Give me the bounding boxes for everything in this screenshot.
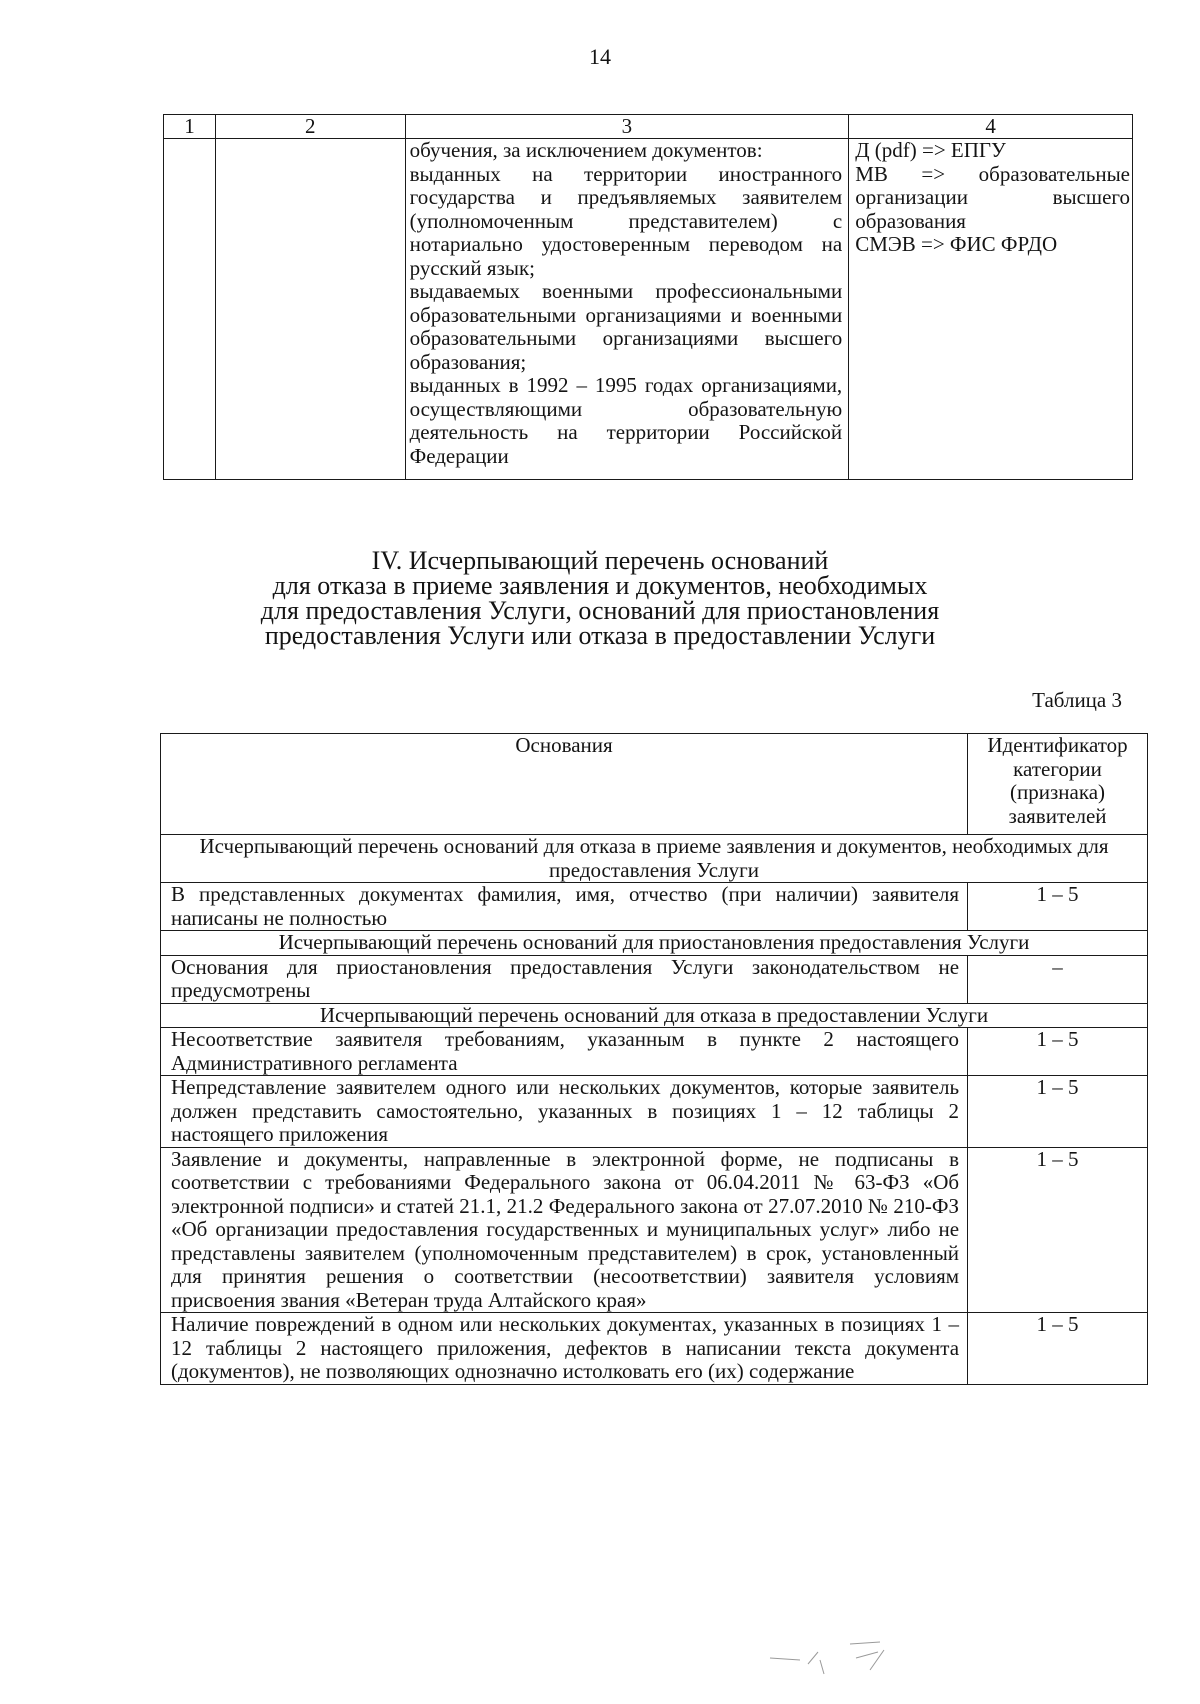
heading-line: для предоставления Услуги, оснований для приостановления: [260, 596, 940, 625]
heading-line: для отказа в приеме заявления и документов, необходимых: [272, 571, 928, 600]
ground-text: Наличие повреждений в одном или нескольких документах, указанных в позициях 1 – 12 таблицы 2 настоящего приложения, дефектов в написании текста документа (документов), не позволяющих однозначно истолковать его (их) содержание: [161, 1313, 968, 1385]
column-header: 3: [405, 115, 849, 139]
table-header-row: [161, 734, 1148, 835]
ground-text: Основания для приостановления предоставления Услуги законодательством не предусмотрены: [161, 955, 968, 1003]
section-heading: [150, 548, 1050, 648]
group-title: Исчерпывающий перечень оснований для приостановления предоставления Услуги: [161, 931, 1148, 956]
table-row: [161, 883, 1148, 931]
grounds-header: Основания: [161, 734, 968, 835]
channel-line: МВ => образовательные организации высшего образования: [855, 161, 1130, 233]
category-id: –: [968, 955, 1148, 1003]
empty-cell: [215, 139, 405, 480]
heading-line: IV. Исчерпывающий перечень оснований: [371, 546, 829, 575]
column-header: 2: [215, 115, 405, 139]
table-row: [161, 1076, 1148, 1148]
group-title: Исчерпывающий перечень оснований для отказа в предоставлении Услуги: [161, 1003, 1148, 1028]
paragraph: выдаваемых военными профессиональными образовательными организациями и военными образовательными организациями высшего образования;: [409, 279, 843, 374]
table-row: [161, 1147, 1148, 1313]
category-id: 1 – 5: [968, 883, 1148, 931]
group-header-row: [161, 835, 1148, 883]
ground-text: Заявление и документы, направленные в электронной форме, не подписаны в соответствии с требованиями Федерального закона от 06.04.2011 № 63-ФЗ «Об электронной подписи» и статей 21.1, 21.2 Федерального закона от 27.07.2010 № 210-ФЗ «Об организации предоставления государственных и муниципальных услуг» либо не представлены заявителем (уполномоченным представителем) в срок, установленный для принятия решения о соответствии (несоответствии) заявителя условиям присвоения звания «Ветеран труда Алтайского края»: [161, 1147, 968, 1313]
channels-cell: [849, 139, 1133, 480]
group-header-row: [161, 1003, 1148, 1028]
page-number: 14: [589, 44, 611, 69]
channel-line: Д (pdf) => ЕПГУ: [855, 138, 1006, 162]
continuation-table: [163, 114, 1133, 480]
ground-text: Несоответствие заявителя требованиям, указанным в пункте 2 настоящего Административного регламента: [161, 1028, 968, 1076]
group-title: Исчерпывающий перечень оснований для отказа в приеме заявления и документов, необходимых для предоставления Услуги: [161, 835, 1148, 883]
heading-line: предоставления Услуги или отказа в предоставлении Услуги: [264, 621, 936, 650]
document-exceptions-cell: [405, 139, 849, 480]
ground-text: Непредставление заявителем одного или нескольких документов, которые заявитель должен представить самостоятельно, указанных в позициях 1 – 12 таблицы 2 настоящего приложения: [161, 1076, 968, 1148]
empty-cell: [164, 139, 216, 480]
paragraph: выданных в 1992 – 1995 годах организациями, осуществляющими образовательную деятельность на территории Российской Федерации: [409, 373, 843, 468]
category-id: 1 – 5: [968, 1028, 1148, 1076]
table-caption: Таблица 3: [1032, 688, 1122, 712]
column-header: 1: [164, 115, 216, 139]
scan-artifact-marks: [760, 1630, 920, 1680]
category-id: 1 – 5: [968, 1147, 1148, 1313]
table-row: [164, 139, 1133, 480]
table-row: [161, 1313, 1148, 1385]
grounds-table: [160, 733, 1148, 1385]
channel-line: СМЭВ => ФИС ФРДО: [855, 232, 1058, 256]
ground-text: В представленных документах фамилия, имя, отчество (при наличии) заявителя написаны не полностью: [161, 883, 968, 931]
identifier-header: Идентификатор категории (признака) заявителей: [968, 734, 1148, 835]
paragraph: обучения, за исключением документов:: [409, 138, 763, 162]
table-row: [161, 955, 1148, 1003]
group-header-row: [161, 931, 1148, 956]
category-id: 1 – 5: [968, 1076, 1148, 1148]
table-row: [161, 1028, 1148, 1076]
paragraph: выданных на территории иностранного государства и предъявляемых заявителем (уполномоченным представителем) с нотариально удостоверенным переводом на русский язык;: [409, 161, 843, 280]
column-header: 4: [849, 115, 1133, 139]
category-id: 1 – 5: [968, 1313, 1148, 1385]
table-header-row: [164, 115, 1133, 139]
